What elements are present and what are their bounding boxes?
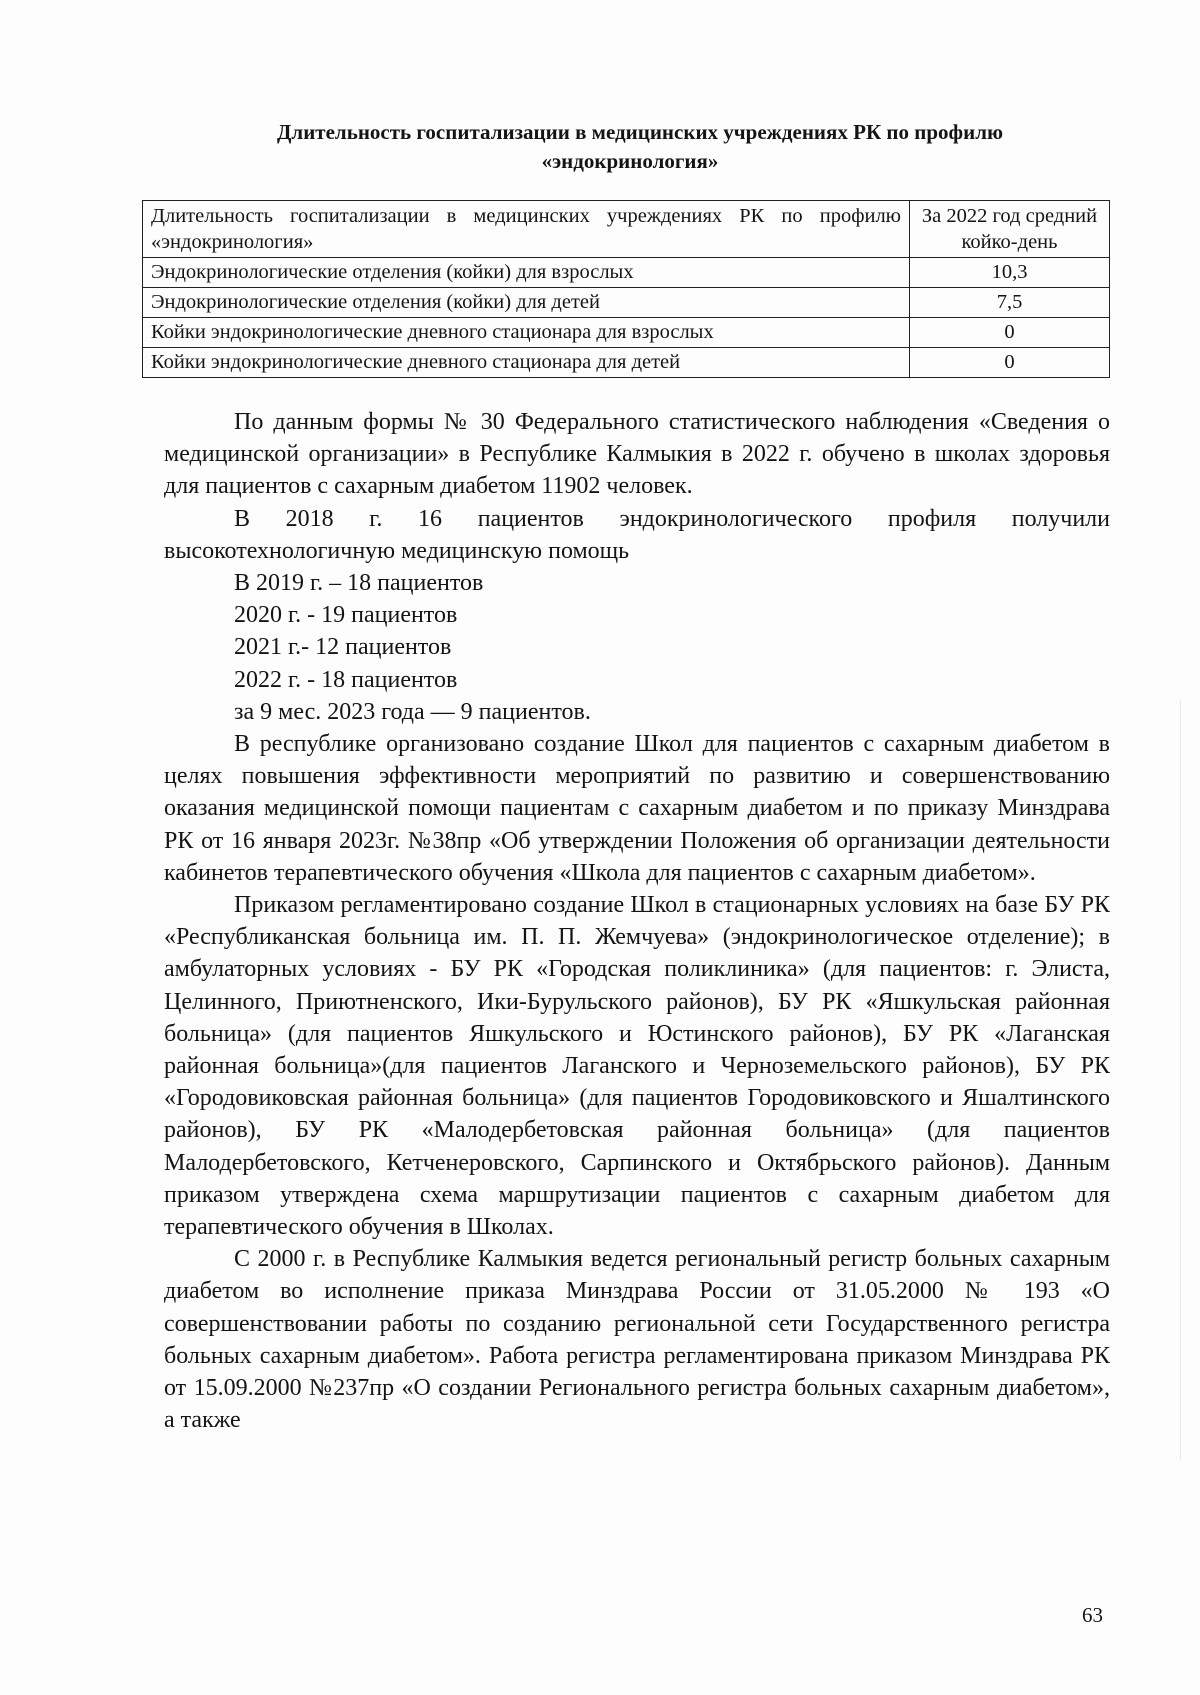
table-cell-value: 10,3 (910, 258, 1110, 288)
table-title (150, 118, 1110, 176)
table-cell-label: Койки эндокринологические дневного стационара для взрослых (143, 318, 910, 348)
scan-margin-line (1180, 700, 1181, 1460)
table-cell-value: 7,5 (910, 288, 1110, 318)
table-row (143, 258, 1110, 288)
list-item: 2021 г.- 12 пациентов (234, 634, 452, 661)
table-row (143, 288, 1110, 318)
paragraph: По данным формы № 30 Федерального статистического наблюдения «Сведения о медицинской организации» в Республике Калмыкия в 2022 г. обучено в школах здоровья для пациентов с сахарным диабетом 11902 человек. (164, 409, 1110, 500)
table-header-cell: За 2022 год средний койко-день (910, 201, 1110, 258)
list-item: В 2019 г. – 18 пациентов (234, 570, 484, 597)
table-row (143, 348, 1110, 378)
table-cell-label: Эндокринологические отделения (койки) для детей (143, 288, 910, 318)
paragraph: Приказом регламентировано создание Школ в стационарных условиях на базе БУ РК «Республиканская больница им. П. П. Жемчуева» (эндокринологическое отделение); в амбулаторных условиях - БУ РК «Городская поликлиника» (для пациентов: г. Элиста, Целинного, Приютненского, Ики-Бурульского районов), БУ РК «Яшкульская районная больница» (для пациентов Яшкульского и Юстинского районов), БУ РК «Лаганская районная больница»(для пациентов Лаганского и Черноземельского районов), БУ РК «Городовиковская районная больница» (для пациентов Городовиковского и Яшалтинского районов), БУ РК «Малодербетовская районная больница» (для пациентов Малодербетовского, Кетченеровского, Сарпинского и Октябрьского районов). Данным приказом утверждена схема маршрутизации пациентов с сахарным диабетом для терапевтического обучения в Школах. (164, 892, 1110, 1241)
table-header-row (143, 201, 1110, 258)
list-item: 2020 г. - 19 пациентов (234, 602, 458, 629)
list-item: за 9 мес. 2023 года — 9 пациентов. (234, 698, 591, 725)
paragraph: В 2018 г. 16 пациентов эндокринологического профиля получили высокотехнологичную медицинскую помощь (164, 505, 1110, 564)
table-title-line-1: Длительность госпитализации в медицинских учреждениях РК по профилю (276, 120, 1004, 144)
table-header-cell: Длительность госпитализации в медицинских учреждениях РК по профилю «эндокринология» (143, 201, 910, 258)
table-row (143, 318, 1110, 348)
body-text (164, 406, 1110, 1437)
table-cell-label: Койки эндокринологические дневного стационара для детей (143, 348, 910, 378)
table-title-line-2: «эндокринология» (541, 149, 719, 173)
paragraph: С 2000 г. в Республике Калмыкия ведется региональный регистр больных сахарным диабетом во исполнение приказа Минздрава России от 31.05.2000 № 193 «О совершенствовании работы по созданию региональной сети Государственного регистра больных сахарным диабетом». Работа регистра регламентирована приказом Минздрава РК от 15.09.2000 №237пр «О создании Регионального регистра больных сахарным диабетом», а также (164, 1246, 1110, 1434)
table-cell-label: Эндокринологические отделения (койки) для взрослых (143, 258, 910, 288)
hospitalization-table (142, 200, 1110, 378)
page-number: 63 (1082, 1603, 1103, 1627)
table-cell-value: 0 (910, 348, 1110, 378)
list-item: 2022 г. - 18 пациентов (234, 666, 458, 693)
paragraph: В республике организовано создание Школ для пациентов с сахарным диабетом в целях повышения эффективности мероприятий по развитию и совершенствованию оказания медицинской помощи пациентам с сахарным диабетом и по приказу Минздрава РК от 16 января 2023г. №38пр «Об утверждении Положения об организации деятельности кабинетов терапевтического обучения «Школа для пациентов с сахарным диабетом». (164, 731, 1110, 886)
table-cell-value: 0 (910, 318, 1110, 348)
